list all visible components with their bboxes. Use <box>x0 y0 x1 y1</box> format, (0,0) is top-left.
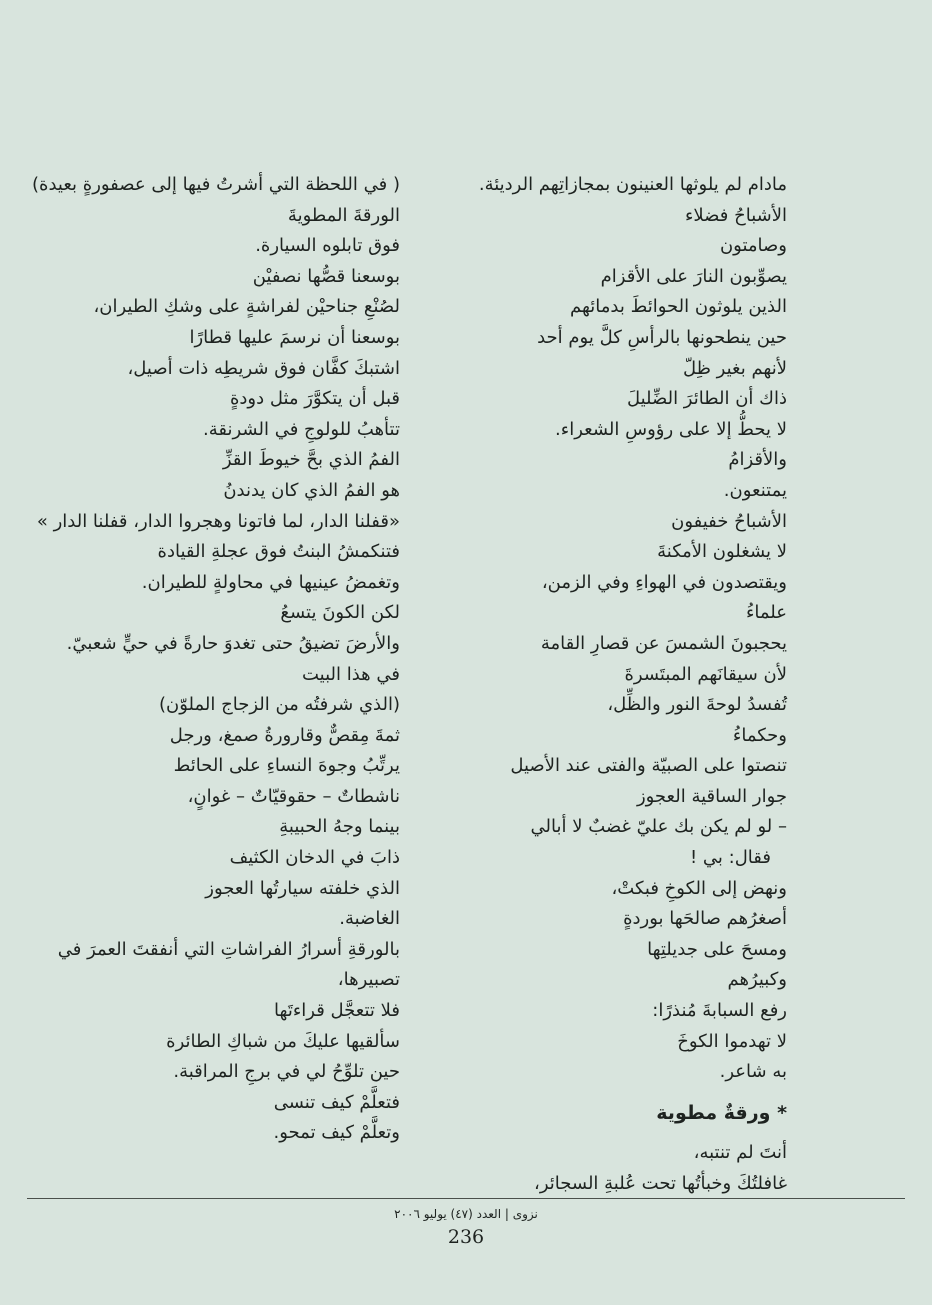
poem-line: غافلتُكَ وخبأتُها تحت عُلبةِ السجائر، <box>534 1173 787 1194</box>
poem-folded-paper <box>467 1138 787 1199</box>
poem-line: لصُنْعِ جناحيْن لفراشةٍ على وشكِ الطيران، <box>93 296 400 318</box>
poem-line: ونهض إلى الكوخِ فبكتْ، <box>611 877 787 899</box>
poem-line: لكن الكونَ يتسعُ <box>280 602 400 624</box>
poem-line: جوار الساقية العجوز <box>636 785 787 807</box>
page-number: 236 <box>447 1226 485 1248</box>
right-column <box>467 170 787 1200</box>
poem-line: يصوِّبون النارَ على الأقزام <box>600 265 787 287</box>
poem-line: ذابَ في الدخان الكثيف <box>229 847 400 869</box>
poem-line: الورقةَ المطويةَ <box>287 204 400 226</box>
poem-line: ومسحَ على جديلتِها <box>647 938 787 960</box>
poem-line: قبل أن يتكوَّرَ مثل دودةٍ <box>229 388 400 410</box>
poem-line: الذين يلوثون الحوائطَ بدمائهم <box>570 296 787 318</box>
poem-line: حين ينطحونها بالرأسِ كلَّ يوم أحد <box>537 326 787 348</box>
footer-masthead: نزوى | العدد (٤٧) يوليو ٢٠٠٦ <box>394 1207 538 1221</box>
poem-line: الغاضبة. <box>339 908 400 930</box>
poem-line: (الذي شرفتُه من الزجاج الملوّن) <box>158 694 400 716</box>
poem-line: تُفسدُ لوحةَ النور والظِّل، <box>607 694 787 716</box>
poem-line: تنصتوا على الصبيّة والفتى عند الأصيل <box>510 755 787 777</box>
poem-title: * ورقةٌ مطوية <box>656 1101 787 1124</box>
poem-line: يمتنعون. <box>723 479 787 501</box>
poem-line: ( في اللحظة التي أشرتُ فيها إلى عصفورةٍ بعيدة) <box>32 174 400 195</box>
poem-line: فتعلَّمْ كيف تنسى <box>273 1091 400 1113</box>
poem-line: – لو لم يكن بك عليّ غضبٌ لا أبالي <box>530 816 787 838</box>
poem-line: بوسعنا أن نرسمَ عليها قطارًا <box>189 326 400 348</box>
poem-line: به شاعر. <box>719 1061 787 1083</box>
poem-line: والأقزامُ <box>728 449 787 471</box>
poem-line: ناشطاتٌ – حقوقيّاتٌ – غوانٍ، <box>187 785 400 807</box>
poem-line: وكبيرُهم <box>727 969 787 991</box>
poem-line: الذي خلفته سيارتُها العجوز <box>205 877 400 899</box>
poem-line: يرتِّبُ وجوهَ النساءِ على الحائط <box>173 755 400 777</box>
poem-line: أصغرُهم صالحَها بوردةٍ <box>623 908 787 930</box>
poem-line: «قفلنا الدار، لما فاتونا وهجروا الدار، قفلنا الدار » <box>36 510 400 532</box>
poem-line: اشتبكَ كفَّان فوق شريطِه ذات أصيل، <box>127 357 400 379</box>
poem-line: ثمةَ مِقصٌّ وقارورةُ صمغ، ورجل <box>169 724 400 746</box>
poem-line: فقال: بي ! <box>689 847 771 869</box>
poem-line: ذاك أن الطائرَ الضِّليلَ <box>626 388 787 410</box>
poem-line: الأشباحُ خفيفون <box>671 510 787 532</box>
poem-line: وصامتون <box>719 235 787 257</box>
poem-line: تتأهبُ للولوجِ في الشرنقة. <box>203 418 400 440</box>
poem-line: بالورقةِ أسرارُ الفراشاتِ التي أنفقتَ العمرَ في <box>57 938 400 960</box>
poem-line: مادام لم يلوثها العنينون بمجازاتِهم الرديئة. <box>478 174 787 195</box>
poem-line: وتغمضُ عينيها في محاولةٍ للطيران. <box>141 571 400 593</box>
poem-line: لأن سيقانَهم المبتَسرةَ <box>624 663 787 685</box>
poem-line: والأرضَ تضيقُ حتى تغدوَ حارةً في حيٍّ شعبيّ. <box>66 632 400 654</box>
poem-line: يحجبونَ الشمسَ عن قصارِ القامة <box>540 632 787 654</box>
poem-line: حين تلوِّحُ لي في برجِ المراقبة. <box>173 1061 400 1083</box>
poem-line: فتنكمشُ البنتُ فوق عجلةِ القيادة <box>157 541 400 563</box>
poem-line: لا يشغلون الأمكنةَ <box>657 541 787 563</box>
poem-ghosts-continuation <box>467 170 787 1088</box>
poem-line: فوق تابلوه السيارة. <box>255 235 400 257</box>
poem-line: الأشباحُ فضلاء <box>684 204 787 226</box>
poem-line: لا تهدموا الكوخَ <box>677 1030 787 1052</box>
poem-line: لأنهم بغير ظِلّ <box>682 357 787 379</box>
poem-line: وحكماءُ <box>732 724 787 746</box>
poem-line: لا يحطُّ إلا على رؤوسِ الشعراء. <box>555 418 787 440</box>
left-column <box>25 170 400 1149</box>
poem-line: بينما وجهُ الحبيبةِ <box>279 816 400 838</box>
poem-line: فلا تتعجَّل قراءتَها <box>274 1000 400 1022</box>
poem-line: سألقيها عليكَ من شباكِ الطائرة <box>166 1030 400 1052</box>
poem-line: أنتَ لم تنتبه، <box>693 1142 787 1164</box>
poem-line: في هذا البيت <box>301 663 400 685</box>
poem-line: هو الفمُ الذي كان يدندنُ <box>223 479 400 501</box>
poem-line: الفمُ الذي بحَّ خيوطَ القزِّ <box>222 449 400 471</box>
poem-line: ويقتصدون في الهواءِ وفي الزمن، <box>541 571 787 593</box>
poem-line: تصبيرها، <box>337 969 400 991</box>
poem-line: بوسعنا قصُّها نصفيْن <box>252 265 400 287</box>
poem-line: وتعلَّمْ كيف تمحو. <box>273 1122 400 1144</box>
poem-line: علماءُ <box>745 602 787 624</box>
poem-line: رفع السبابةَ مُنذرًا: <box>652 1000 787 1022</box>
footer-divider <box>27 1198 905 1199</box>
